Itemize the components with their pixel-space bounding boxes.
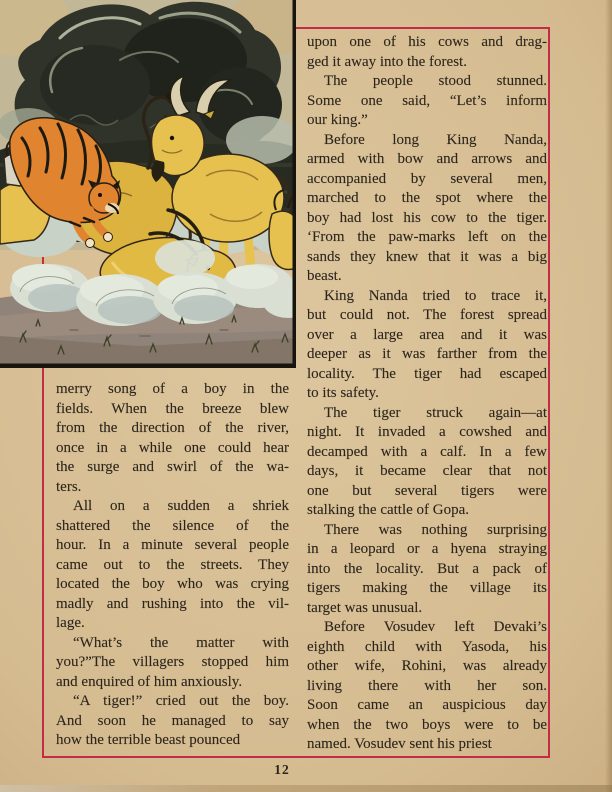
paragraph (307, 287, 547, 404)
text-line: to its safety. (307, 385, 379, 401)
text-line: when the two boys were to be (307, 716, 547, 733)
text-line: hour. In a minute several people (56, 537, 289, 553)
text-line: “A tiger!” cried out the boy. (73, 693, 289, 709)
text-line: into the locality. But a pack of (307, 560, 547, 577)
text-line: decamped with a calf. In a few (307, 443, 547, 460)
text-line: ters. (56, 478, 82, 495)
text-line: ged it away into the forest. (307, 53, 467, 70)
text-line: merry song of a boy in the (56, 381, 289, 397)
paragraph (307, 404, 547, 521)
text-line: living there with her son. (307, 677, 547, 694)
paragraph (56, 380, 289, 497)
paragraph (56, 692, 289, 751)
paragraph (307, 521, 547, 619)
paragraph (307, 72, 547, 131)
text-line: Some one said, “Let’s inform (307, 92, 547, 109)
text-line: other wife, Rohini, was already (307, 658, 547, 674)
text-line: you?”The villagers stopped him (56, 654, 289, 670)
right-text-column (307, 33, 547, 755)
text-line: And soon he managed to say (56, 712, 289, 729)
text-line: came out to the streets. They (56, 556, 289, 573)
text-line: fields. When the breeze blew (56, 400, 289, 417)
text-line: beast. (307, 268, 342, 284)
text-line: located the boy who was crying (56, 576, 289, 592)
text-line: one but several tigers were (307, 482, 547, 499)
text-line: marched to the spot where the (307, 190, 547, 206)
text-line: lage. (56, 615, 85, 631)
text-line: night. It invaded a cowshed and (307, 424, 547, 440)
text-line: “What’s the matter with (73, 634, 289, 651)
text-line: from the direction of the river, (56, 420, 289, 436)
text-line: our king.” (307, 112, 368, 128)
text-line: ‘From the paw-marks left on the (307, 229, 547, 245)
text-line: accompanied by several men, (307, 170, 547, 187)
text-line: days, it became clear that not (307, 463, 547, 479)
text-line: how the terrible beast pounced (56, 732, 241, 748)
text-line: upon one of his cows and drag- (307, 34, 547, 50)
text-line: tigers making the village its (307, 580, 547, 596)
text-line: All on a sudden a shriek (73, 498, 289, 514)
paragraph (307, 33, 547, 72)
text-line: the surge and swirl of the wa- (56, 459, 289, 475)
text-line: deeper as it was farther from the (307, 346, 547, 362)
paragraph (56, 497, 289, 634)
text-line: Soon came an auspicious day (307, 697, 547, 713)
text-line: over a large area and it was (307, 326, 547, 343)
text-line: madly and rushing into the vil- (56, 595, 289, 612)
paragraph (307, 131, 547, 287)
text-line: stalking the cattle of Gopa. (307, 502, 470, 518)
text-line: in a leopard or a hyena straying (307, 541, 547, 557)
text-line: but could not. The forest spread (307, 307, 547, 323)
text-line: eighth child with Yasoda, his (307, 638, 547, 655)
text-line: named. Vosudev sent his priest (307, 736, 492, 752)
paragraph (307, 618, 547, 755)
text-line: The people stood stunned. (324, 73, 547, 89)
text-line: target was unusual. (307, 599, 423, 616)
text-line: The tiger struck again—at (324, 404, 547, 421)
text-line: boy had lost his cow to the tiger. (307, 209, 547, 226)
text-line: and enquired of him anxiously. (56, 673, 243, 690)
text-line: shattered the silence of the (56, 517, 289, 534)
story-illustration (0, 0, 296, 368)
text-line: once in a while one could hear (56, 439, 289, 456)
text-line: sands they knew that it was a big (307, 248, 547, 265)
text-line: locality. The tiger had escaped (307, 365, 547, 382)
page-number: 12 (274, 762, 290, 777)
text-line: Before long King Nanda, (324, 131, 547, 148)
paragraph (56, 634, 289, 693)
text-line: There was nothing surprising (324, 521, 547, 538)
left-text-column (56, 380, 289, 751)
text-line: King Nanda tried to trace it, (324, 287, 547, 304)
text-line: armed with bow and arrows and (307, 151, 547, 167)
text-line: Before Vosudev left Devaki’s (324, 619, 547, 635)
